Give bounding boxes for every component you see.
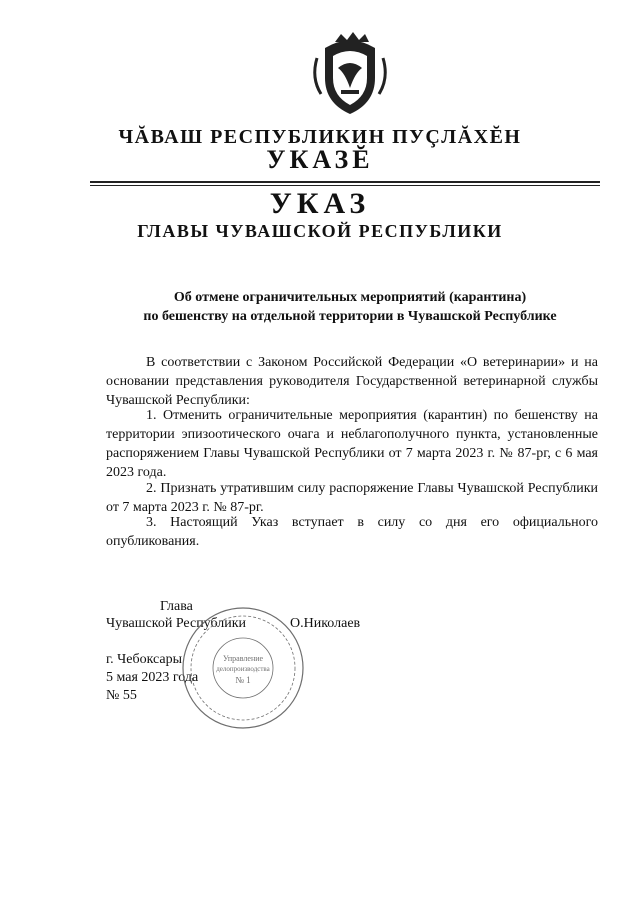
issue-date: 5 мая 2023 года	[106, 670, 199, 685]
chuvash-header-title: ЧĂВАШ РЕСПУБЛИКИН ПУÇЛĂХĔН	[118, 126, 522, 148]
decree-number: № 55	[106, 688, 137, 703]
stamp-line-1: Управление	[222, 654, 264, 663]
chuvash-decree-word: УКАЗĔ	[266, 145, 374, 174]
item-2-paragraph	[106, 479, 598, 517]
intro-text: В соответствии с Законом Российской Федерации «О ветеринарии» и на основании представления руководителя Государственной ветеринарной службы Чувашской Республики:	[106, 355, 598, 408]
item-1-text: 1. Отменить ограничительные мероприятия (карантин) по бешенству на территории эпизоотического очага и неблагополучного пункта, установленные распоряжением Главы Чувашской Республики от 7 марта 2023 г. № 87-рг, с 6 мая 2023 года.	[106, 408, 598, 480]
item-1-paragraph	[106, 406, 598, 482]
issuer-title: ГЛАВЫ ЧУВАШСКОЙ РЕСПУБЛИКИ	[137, 221, 503, 241]
official-stamp-icon	[180, 605, 306, 731]
item-2-text: 2. Признать утратившим силу распоряжение Главы Чувашской Республики от 7 марта 2023 г. № 87-рг.	[106, 481, 598, 515]
header-divider-thin	[90, 185, 600, 186]
item-3-paragraph	[106, 513, 598, 551]
subject-line-1: Об отмене ограничительных мероприятий (карантина)	[173, 290, 527, 305]
stamp-line-2: делопроизводства	[216, 665, 270, 673]
signatory-title: Глава	[160, 599, 193, 614]
item-3-text: 3. Настоящий Указ вступает в силу со дня его официального опубликования.	[106, 515, 598, 549]
signatory-org: Чувашской Республики	[106, 616, 247, 631]
header-divider	[90, 181, 600, 183]
signatory-name: О.Николаев	[290, 616, 361, 631]
chuvash-coat-of-arms-icon	[305, 28, 395, 118]
issue-place: г. Чебоксары	[106, 652, 183, 667]
intro-paragraph	[106, 353, 598, 410]
stamp-line-3: № 1	[235, 675, 251, 685]
subject-line-2: по бешенству на отдельной территории в Чувашской Республике	[143, 309, 557, 324]
decree-word: УКАЗ	[269, 187, 371, 220]
